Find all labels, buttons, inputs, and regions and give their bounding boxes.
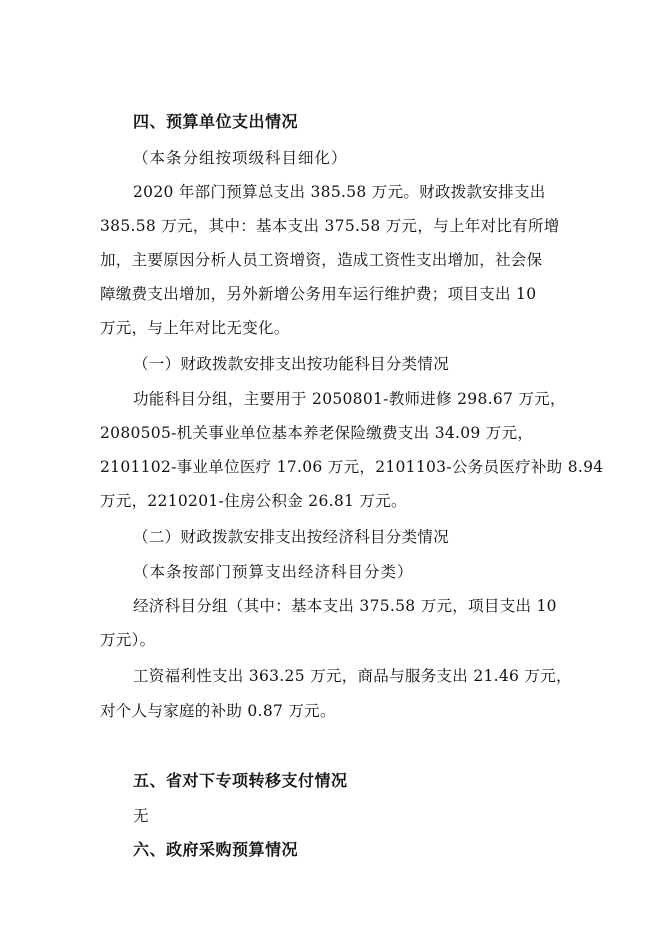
- sub2-note: （本条按部门预算支出经济科目分类）: [133, 563, 414, 581]
- sub2-detail-line: 对个人与家庭的补助 0.87 万元。: [100, 702, 336, 720]
- sub2-title: （二）财政拨款安排支出按经济科目分类情况: [133, 528, 450, 546]
- sub1-line: 2080505-机关事业单位基本养老保险缴费支出 34.09 万元，: [100, 424, 534, 442]
- sub1-line: 功能科目分组，主要用于 2050801-教师进修 298.67 万元，: [133, 390, 566, 408]
- sub2-line: 万元）。: [100, 631, 156, 649]
- sub1-line: 2101102-事业单位医疗 17.06 万元，2101103-公务员医疗补助 8.94: [100, 458, 604, 476]
- section6-title: 六、政府采购预算情况: [133, 840, 299, 859]
- sub1-title: （一）财政拨款安排支出按功能科目分类情况: [133, 355, 450, 373]
- section4-summary-line: 万元，与上年对比无变化。: [100, 319, 290, 337]
- sub2-detail-line: 工资福利性支出 363.25 万元，商品与服务支出 21.46 万元，: [133, 667, 572, 685]
- section4-summary-line: 障缴费支出增加，另外新增公务用车运行维护费；项目支出 10: [100, 285, 537, 303]
- section4-summary-line: 385.58 万元，其中：基本支出 375.58 万元，与上年对比有所增: [100, 217, 560, 235]
- section4-summary-line: 加，主要原因分析人员工资增资，造成工资性支出增加，社会保: [100, 251, 543, 269]
- section5-title: 五、省对下专项转移支付情况: [133, 771, 348, 790]
- section4-note: （本条分组按项级科目细化）: [133, 149, 348, 167]
- section4-summary-line: 2020 年部门预算总支出 385.58 万元。财政拨款安排支出: [133, 183, 546, 201]
- sub1-line: 万元，2210201-住房公积金 26.81 万元。: [100, 492, 407, 510]
- section5-content: 无: [133, 807, 149, 825]
- section4-title: 四、预算单位支出情况: [133, 112, 299, 131]
- sub2-line: 经济科目分组（其中：基本支出 375.58 万元，项目支出 10: [133, 597, 557, 615]
